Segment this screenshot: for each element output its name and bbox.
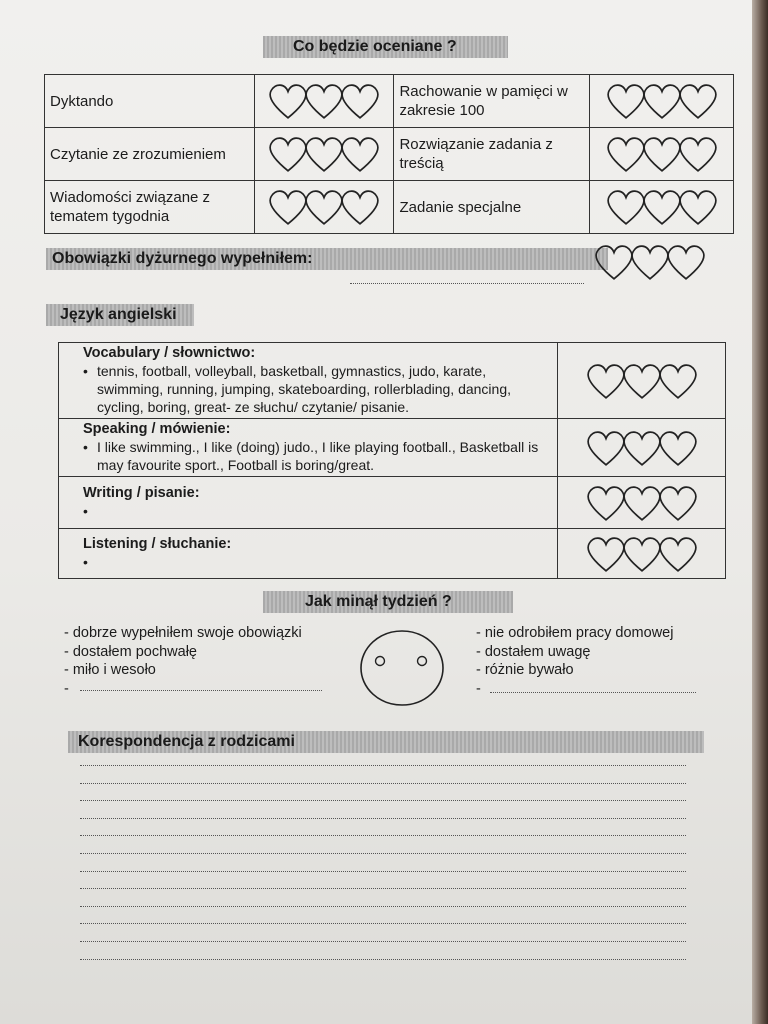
heart-rating[interactable] (255, 187, 394, 227)
rating-cell (254, 128, 394, 181)
heart-rating[interactable] (255, 134, 394, 174)
english-items (83, 362, 553, 416)
writing-line[interactable] (80, 906, 686, 907)
face-icon[interactable] (358, 628, 446, 708)
criterion-left: Czytanie ze zrozumieniem (45, 128, 255, 181)
english-item: • tennis, football, volleyball, basketball, gymnastics, judo, karate, swimming, running, jumping, skateboarding, rollerblading, dancing, cycling, boring, great- ze słuchu/ czytanie/ pisanie. (97, 362, 553, 416)
week-right-item: - różnie bywało (476, 662, 574, 678)
week-left-item: - (64, 680, 69, 697)
assessment-table (44, 74, 734, 234)
rating-cell (254, 75, 394, 128)
duty-heart-rating[interactable] (584, 240, 716, 284)
heart-icon[interactable] (677, 81, 719, 121)
heart-rating[interactable] (558, 361, 725, 401)
writing-line[interactable] (80, 765, 686, 766)
english-item (97, 502, 553, 520)
english-skill-title: Vocabulary / słownictwo: (83, 345, 256, 361)
english-row (59, 477, 726, 529)
rating-cell (254, 181, 394, 234)
rating-cell (590, 181, 734, 234)
criterion-left: Dyktando (45, 75, 255, 128)
heart-rating[interactable] (590, 134, 733, 174)
rating-cell (558, 343, 726, 419)
week-right-dotted-line (490, 692, 696, 693)
writing-line[interactable] (80, 959, 686, 960)
english-skill-title: Listening / słuchanie: (83, 536, 232, 552)
heart-icon[interactable] (657, 483, 699, 523)
assessment-title-text: Co będzie oceniane ? (293, 38, 457, 55)
parents-title-text: Korespondencja z rodzicami (78, 733, 295, 750)
week-left-item: - dobrze wypełniłem swoje obowiązki (64, 625, 302, 641)
english-row (59, 419, 726, 477)
writing-line[interactable] (80, 923, 686, 924)
criterion-right: Zadanie specjalne (394, 181, 590, 234)
heart-icon[interactable] (665, 242, 707, 282)
heart-rating[interactable] (590, 187, 733, 227)
english-items (83, 438, 553, 474)
english-skill-title: Writing / pisanie: (83, 485, 200, 501)
heart-rating[interactable] (558, 534, 725, 574)
writing-line[interactable] (80, 888, 686, 889)
rating-cell (558, 529, 726, 579)
rating-cell (558, 477, 726, 529)
heart-icon[interactable] (339, 187, 381, 227)
english-cell (59, 343, 558, 419)
assessment-row (45, 75, 734, 128)
heart-icon[interactable] (657, 428, 699, 468)
writing-line[interactable] (80, 818, 686, 819)
english-items (83, 553, 553, 571)
week-right-item: - dostałem uwagę (476, 643, 591, 660)
english-row (59, 343, 726, 419)
english-item (97, 553, 553, 571)
english-cell (59, 419, 558, 477)
heart-icon[interactable] (339, 81, 381, 121)
writing-line[interactable] (80, 783, 686, 784)
week-left-item: - miło i wesoło (64, 662, 156, 678)
assessment-row (45, 128, 734, 181)
week-right-item: - nie odrobiłem pracy domowej (476, 625, 674, 641)
rating-cell (590, 75, 734, 128)
duty-dotted-line (350, 283, 584, 284)
duty-label (46, 248, 608, 270)
week-title (263, 591, 513, 613)
english-cell (59, 529, 558, 579)
week-left-list (64, 624, 302, 698)
english-cell (59, 477, 558, 529)
binder-edge (752, 0, 768, 1024)
parents-title (68, 731, 704, 753)
heart-rating[interactable] (558, 428, 725, 468)
heart-rating[interactable] (558, 483, 725, 523)
criterion-right: Rachowanie w pamięci w zakresie 100 (394, 75, 590, 128)
english-title-text: Język angielski (60, 306, 177, 323)
week-right-list (476, 624, 673, 698)
writing-line[interactable] (80, 941, 686, 942)
heart-icon[interactable] (657, 534, 699, 574)
criterion-right: Rozwiązanie zadania z treścią (394, 128, 590, 181)
week-right-item: - (476, 680, 481, 697)
english-skill-title: Speaking / mówienie: (83, 421, 231, 437)
heart-icon[interactable] (677, 134, 719, 174)
english-title (46, 304, 194, 326)
week-left-dotted-line (80, 690, 322, 691)
heart-icon[interactable] (657, 361, 699, 401)
writing-line[interactable] (80, 871, 686, 872)
duty-label-text: Obowiązki dyżurnego wypełniłem: (52, 250, 313, 267)
rating-cell (558, 419, 726, 477)
heart-icon[interactable] (677, 187, 719, 227)
english-row (59, 529, 726, 579)
rating-cell (590, 128, 734, 181)
week-title-text: Jak minął tydzień ? (305, 593, 452, 610)
assessment-title (263, 36, 508, 58)
english-items (83, 502, 553, 520)
week-left-item: - dostałem pochwałę (64, 643, 197, 660)
english-item: • I like swimming., I like (doing) judo., I like playing football., Basketball is may favourite sport., Football is boring/great. (97, 438, 553, 474)
writing-line[interactable] (80, 853, 686, 854)
english-table (58, 342, 726, 579)
assessment-row (45, 181, 734, 234)
writing-line[interactable] (80, 835, 686, 836)
writing-line[interactable] (80, 800, 686, 801)
heart-icon[interactable] (339, 134, 381, 174)
criterion-left: Wiadomości związane z tematem tygodnia (45, 181, 255, 234)
heart-rating[interactable] (590, 81, 733, 121)
heart-rating[interactable] (255, 81, 394, 121)
